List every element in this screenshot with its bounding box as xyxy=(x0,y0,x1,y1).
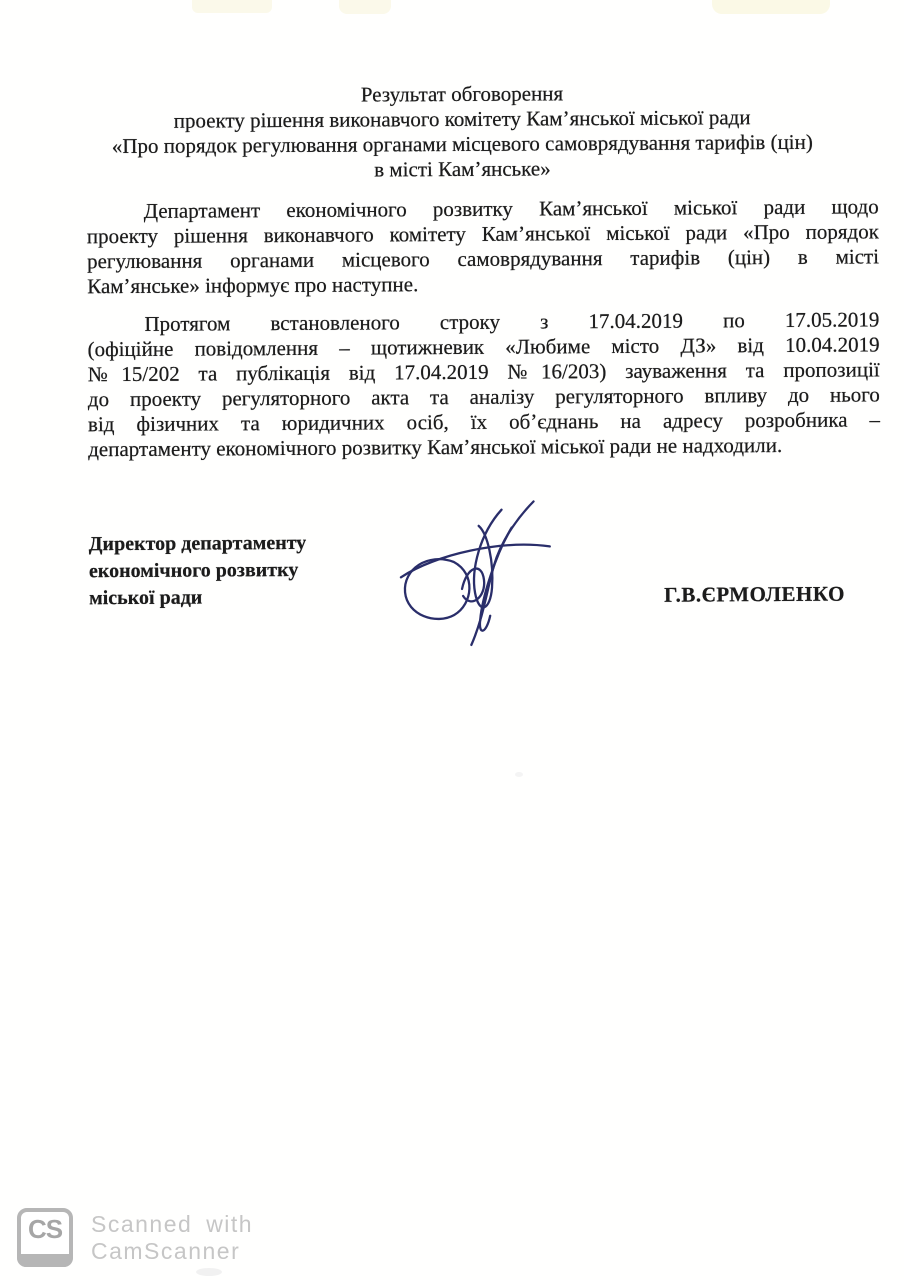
title-line: «Про порядок регулювання органами місцевого самоврядування тарифів (цін) xyxy=(111,129,813,159)
watermark-line: Scanned with xyxy=(91,1211,254,1237)
paragraph-line: №15/202 та публікація від 17.04.2019 №16/203) зауваження та пропозиції xyxy=(87,357,880,387)
camscanner-logo-bar xyxy=(17,1254,73,1267)
paragraph-1 xyxy=(87,194,880,299)
camscanner-logo-letters: CS xyxy=(27,1214,63,1244)
handwritten-signature xyxy=(383,491,559,652)
document-title xyxy=(66,80,859,185)
paragraph-line: від фізичних та юридичних осіб, їх об’єднань на адресу розробника – xyxy=(87,407,881,437)
paragraph-line: Протягом встановленого строку з 17.04.2019 по 17.05.2019 xyxy=(144,307,880,336)
paragraph-line: департаменту економічного розвитку Кам’янської міської ради не надходили. xyxy=(88,432,783,462)
camscanner-watermark-text xyxy=(91,1208,253,1267)
paragraph-line: проекту рішення виконавчого комітету Кам’янської міської ради «Про порядок xyxy=(86,219,879,249)
camscanner-logo-icon xyxy=(17,1208,73,1267)
signatory-role xyxy=(89,530,307,612)
watermark-line: CamScanner xyxy=(91,1238,241,1264)
signatory-role-line: Директор департаменту xyxy=(88,531,307,556)
paragraph-line: Кам’янське» інформує про наступне. xyxy=(87,272,419,299)
paragraph-line: регулювання органами місцевого самоврядування тарифів (цін) в місті xyxy=(86,244,880,274)
paragraph-line: (офіційне повідомлення – щотижневик «Любиме місто ДЗ» від 10.04.2019 xyxy=(87,332,880,362)
signatory-name: Г.В.ЄРМОЛЕНКО xyxy=(663,581,845,607)
title-line: Результат обговорення xyxy=(360,81,564,107)
signatory-role-line: міської ради xyxy=(89,586,203,610)
paragraph-line: до проекту регуляторного акта та аналізу регуляторного впливу до нього xyxy=(87,382,880,412)
signatory-role-line: економічного розвитку xyxy=(88,558,299,583)
camscanner-watermark xyxy=(17,1208,253,1267)
paragraph-2 xyxy=(87,307,880,462)
title-line: проекту рішення виконавчого комітету Кам’янської міської ради xyxy=(173,105,751,133)
paragraph-line: Департамент економічного розвитку Кам’янської міської ради щодо xyxy=(143,194,879,223)
title-line: в місті Кам’янське» xyxy=(374,156,551,182)
